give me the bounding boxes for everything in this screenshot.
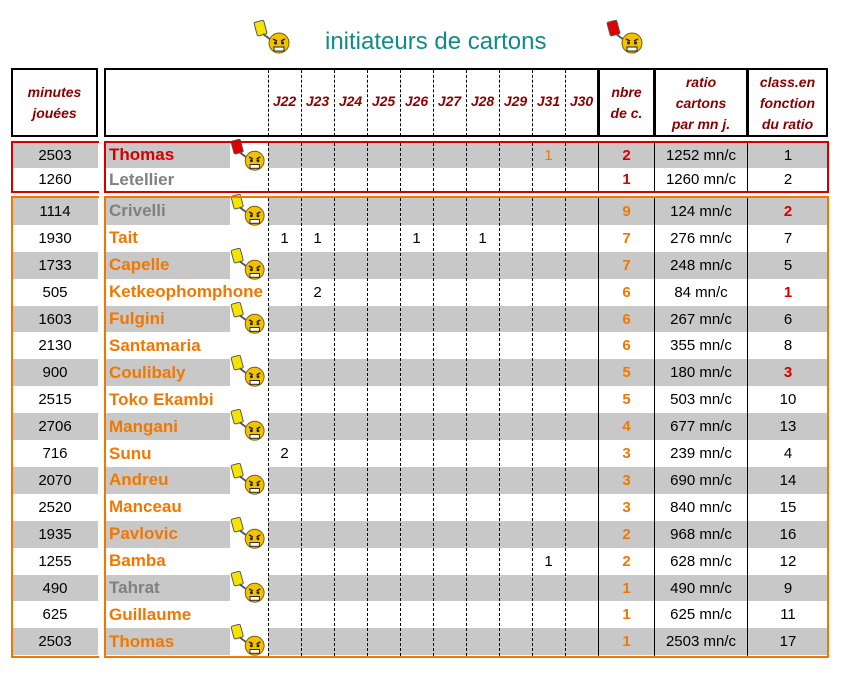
minutes-cell: 1935 (12, 521, 98, 548)
match-cell: 1 (412, 229, 421, 247)
rank-header-line1: class.en (759, 74, 816, 90)
minutes-header-line2: jouées (32, 105, 77, 121)
count-cell: 7 (599, 252, 654, 279)
rank-cell: 10 (779, 391, 797, 409)
minutes-cell: 1255 (38, 552, 72, 570)
ratio-cell: 1252 mn/c (655, 143, 747, 168)
match-col-j28: J28 (470, 93, 495, 109)
ratio-cell: 690 mn/c (655, 467, 747, 494)
rank-cell: 1 (748, 143, 828, 168)
match-col-j23: J23 (305, 93, 330, 109)
rank-cell: 17 (748, 628, 828, 655)
column-separator (400, 70, 401, 136)
ratio-cell: 968 mn/c (655, 521, 747, 548)
ratio-cell: 239 mn/c (670, 445, 732, 463)
rank-cell: 4 (783, 445, 793, 463)
rank-cell: 16 (748, 521, 828, 548)
rank-header-line2: fonction (759, 95, 816, 111)
player-name: Santamaria (109, 335, 201, 355)
player-name: Tahrat (109, 578, 160, 598)
ratio-cell: 490 mn/c (655, 575, 747, 602)
page-title: initiateurs de cartons (325, 28, 547, 55)
player-name: Guillaume (109, 604, 192, 624)
minutes-cell: 490 (12, 575, 98, 602)
minutes-cell: 900 (12, 359, 98, 386)
match-col-j27: J27 (437, 93, 462, 109)
ratio-cell: 276 mn/c (670, 229, 732, 247)
match-cell: 2 (280, 445, 289, 463)
count-cell: 3 (622, 445, 631, 463)
group2-outline (104, 196, 829, 658)
ratio-header-line2: cartons (675, 95, 727, 111)
minutes-cell: 1260 (38, 171, 72, 189)
player-name: Pavlovic (109, 524, 178, 544)
minutes-cell: 2520 (38, 498, 72, 516)
count-cell: 1 (622, 606, 631, 624)
minutes-cell: 1733 (12, 252, 98, 279)
player-name: Fulgini (109, 309, 165, 329)
player-name: Letellier (109, 169, 175, 189)
minutes-cell: 625 (42, 606, 68, 624)
rank-cell: 6 (748, 306, 828, 333)
player-name: Sunu (109, 443, 152, 463)
rank-cell: 1 (783, 283, 793, 301)
count-cell: 2 (599, 143, 654, 168)
ratio-cell: 84 mn/c (674, 283, 728, 301)
rank-cell: 14 (748, 467, 828, 494)
minutes-cell: 505 (42, 283, 68, 301)
player-name: Manceau (109, 497, 182, 517)
ratio-cell: 1260 mn/c (665, 171, 737, 189)
match-cell: 1 (478, 229, 487, 247)
minutes-cell: 1603 (12, 306, 98, 333)
ratio-header-line1: ratio (685, 74, 717, 90)
group1-left-outline (11, 141, 99, 193)
ratio-cell: 248 mn/c (655, 252, 747, 279)
player-name: Mangani (109, 416, 178, 436)
minutes-header-line1: minutes (27, 84, 82, 100)
group2-left-outline (11, 196, 99, 658)
count-cell: 5 (622, 391, 631, 409)
match-cell: 1 (532, 143, 565, 168)
column-separator (565, 70, 566, 136)
ratio-cell: 124 mn/c (655, 198, 747, 225)
count-cell: 2 (622, 552, 631, 570)
count-cell: 6 (622, 337, 631, 355)
count-cell: 1 (622, 171, 631, 189)
match-cell: 1 (544, 552, 553, 570)
player-name: Crivelli (109, 201, 166, 221)
column-separator (301, 70, 302, 136)
minutes-cell: 2503 (12, 628, 98, 655)
player-name: Capelle (109, 255, 170, 275)
minutes-cell: 2503 (12, 143, 98, 168)
column-separator (367, 70, 368, 136)
rank-cell: 7 (783, 229, 793, 247)
count-cell: 2 (599, 521, 654, 548)
rank-cell: 12 (779, 552, 797, 570)
rank-cell: 5 (748, 252, 828, 279)
match-col-j30: J30 (569, 93, 594, 109)
match-col-j25: J25 (371, 93, 396, 109)
ratio-cell: 180 mn/c (655, 359, 747, 386)
ratio-cell: 625 mn/c (670, 606, 732, 624)
rank-cell: 13 (748, 413, 828, 440)
column-separator (532, 70, 533, 136)
group1-outline (104, 141, 829, 193)
rank-header-line3: du ratio (761, 116, 814, 132)
minutes-cell: 1114 (12, 198, 98, 225)
minutes-cell: 2070 (12, 467, 98, 494)
minutes-header (11, 68, 98, 137)
match-cell: 2 (313, 283, 322, 301)
count-cell: 7 (622, 229, 631, 247)
rank-cell: 2 (783, 171, 793, 189)
column-separator (499, 70, 500, 136)
match-col-j26: J26 (404, 93, 429, 109)
match-col-j22: J22 (272, 93, 297, 109)
yellow-card-angry-icon (253, 20, 293, 56)
match-col-j24: J24 (338, 93, 363, 109)
ratio-cell: 840 mn/c (670, 498, 732, 516)
player-name: Tait (109, 228, 138, 248)
rank-cell: 8 (783, 337, 793, 355)
count-cell: 5 (599, 359, 654, 386)
column-separator (268, 70, 269, 136)
player-name: Andreu (109, 470, 169, 490)
match-cell: 1 (313, 229, 322, 247)
count-cell: 1 (599, 628, 654, 655)
red-card-angry-icon (606, 20, 646, 56)
ratio-cell: 355 mn/c (670, 337, 732, 355)
rank-cell: 11 (780, 606, 796, 624)
player-name: Coulibaly (109, 362, 186, 382)
minutes-cell: 2130 (38, 337, 72, 355)
column-separator (466, 70, 467, 136)
ratio-cell: 267 mn/c (655, 306, 747, 333)
ratio-header (654, 68, 748, 137)
count-cell: 1 (599, 575, 654, 602)
count-header-line1: nbre (611, 84, 642, 100)
count-cell: 4 (599, 413, 654, 440)
player-name: Toko Ekambi (109, 389, 214, 409)
rank-header (747, 68, 828, 137)
ratio-cell: 677 mn/c (655, 413, 747, 440)
player-name: Ketkeophomphone (109, 282, 263, 302)
match-col-j29: J29 (503, 93, 528, 109)
ratio-cell: 628 mn/c (670, 552, 732, 570)
ratio-cell: 503 mn/c (670, 391, 732, 409)
minutes-cell: 2515 (38, 391, 72, 409)
minutes-cell: 2706 (12, 413, 98, 440)
minutes-cell: 716 (42, 445, 68, 463)
count-cell: 6 (622, 283, 631, 301)
count-header-line2: de c. (610, 105, 643, 121)
count-cell: 3 (622, 498, 631, 516)
column-separator (433, 70, 434, 136)
rank-cell: 3 (748, 359, 828, 386)
player-name: Thomas (109, 145, 175, 165)
rank-cell: 15 (779, 498, 797, 516)
minutes-cell: 1930 (38, 229, 72, 247)
ratio-header-line3: par mn j. (671, 116, 731, 132)
column-separator (334, 70, 335, 136)
ratio-cell: 2503 mn/c (655, 628, 747, 655)
rank-cell: 9 (748, 575, 828, 602)
match-col-j31: J31 (536, 93, 561, 109)
rank-cell: 2 (748, 198, 828, 225)
player-name: Bamba (109, 551, 166, 571)
match-cell: 1 (280, 229, 289, 247)
count-header (598, 68, 655, 137)
count-cell: 9 (599, 198, 654, 225)
count-cell: 6 (599, 306, 654, 333)
count-cell: 3 (599, 467, 654, 494)
player-name: Thomas (109, 631, 175, 651)
